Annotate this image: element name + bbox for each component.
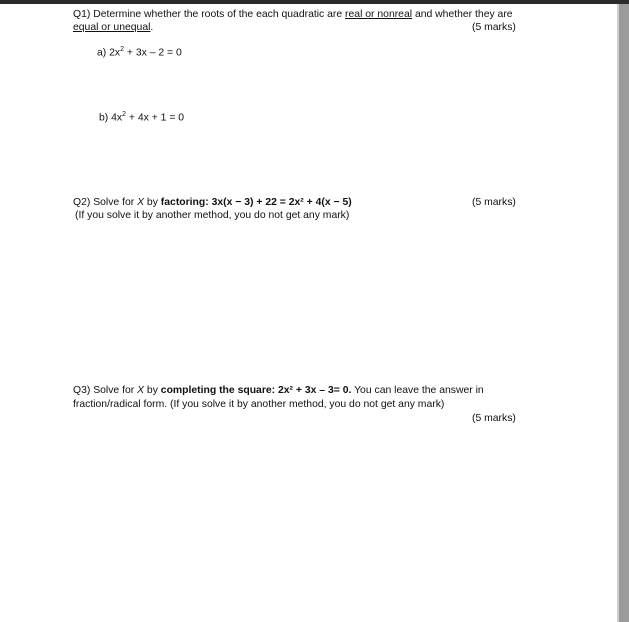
q2-variable: X <box>137 197 145 208</box>
top-edge-bar <box>0 0 629 4</box>
q1-line1 <box>73 8 513 21</box>
q3-suffix: You can leave the answer in <box>351 385 484 396</box>
q1-text: Q1) Determine whether the roots of the each quadratic are <box>73 9 346 20</box>
q3-line2: fraction/radical form. (If you solve it by another method, you do not get any mark) <box>73 399 445 410</box>
q3-by: by <box>144 385 161 396</box>
q1-marks: (5 marks) <box>472 22 516 33</box>
part-a-rest: + 3x – 2 = 0 <box>124 47 182 59</box>
q3-equation: 2x² + 3x – 3= 0. <box>275 385 352 396</box>
q1-real-nonreal: real or nonreal <box>345 9 413 20</box>
q3-prefix: Q3) Solve for <box>73 385 138 396</box>
part-b-exponent: 2 <box>122 111 127 118</box>
q2-by: by <box>144 197 161 208</box>
q1-period: . <box>150 22 154 33</box>
part-a-exponent: 2 <box>120 46 125 53</box>
q2-marks: (5 marks) <box>472 197 516 208</box>
q2-equation: 3x(x − 3) + 22 = 2x² + 4(x − 5) <box>208 197 352 208</box>
part-b-rest: + 4x + 1 = 0 <box>126 112 185 124</box>
q1-text-end: and whether they are <box>412 9 513 20</box>
part-a-label: a) 2x <box>97 47 121 59</box>
q2-note: (If you solve it by another method, you do not get any mark) <box>75 210 350 221</box>
q1-equal-unequal: equal or unequal <box>73 22 151 33</box>
q2-prefix: Q2) Solve for <box>73 197 138 208</box>
q1-part-a <box>97 43 182 59</box>
part-b-label: b) 4x <box>99 112 123 124</box>
q3-marks: (5 marks) <box>472 413 516 424</box>
q3-variable: X <box>137 385 145 396</box>
q1-part-b <box>99 108 184 124</box>
right-scrollbar[interactable] <box>619 4 629 622</box>
q2-line1 <box>73 196 352 209</box>
q2-method: factoring: <box>160 197 209 208</box>
q3-line1 <box>73 384 484 397</box>
q1-line2 <box>73 21 153 34</box>
q3-method: completing the square: <box>160 385 276 396</box>
